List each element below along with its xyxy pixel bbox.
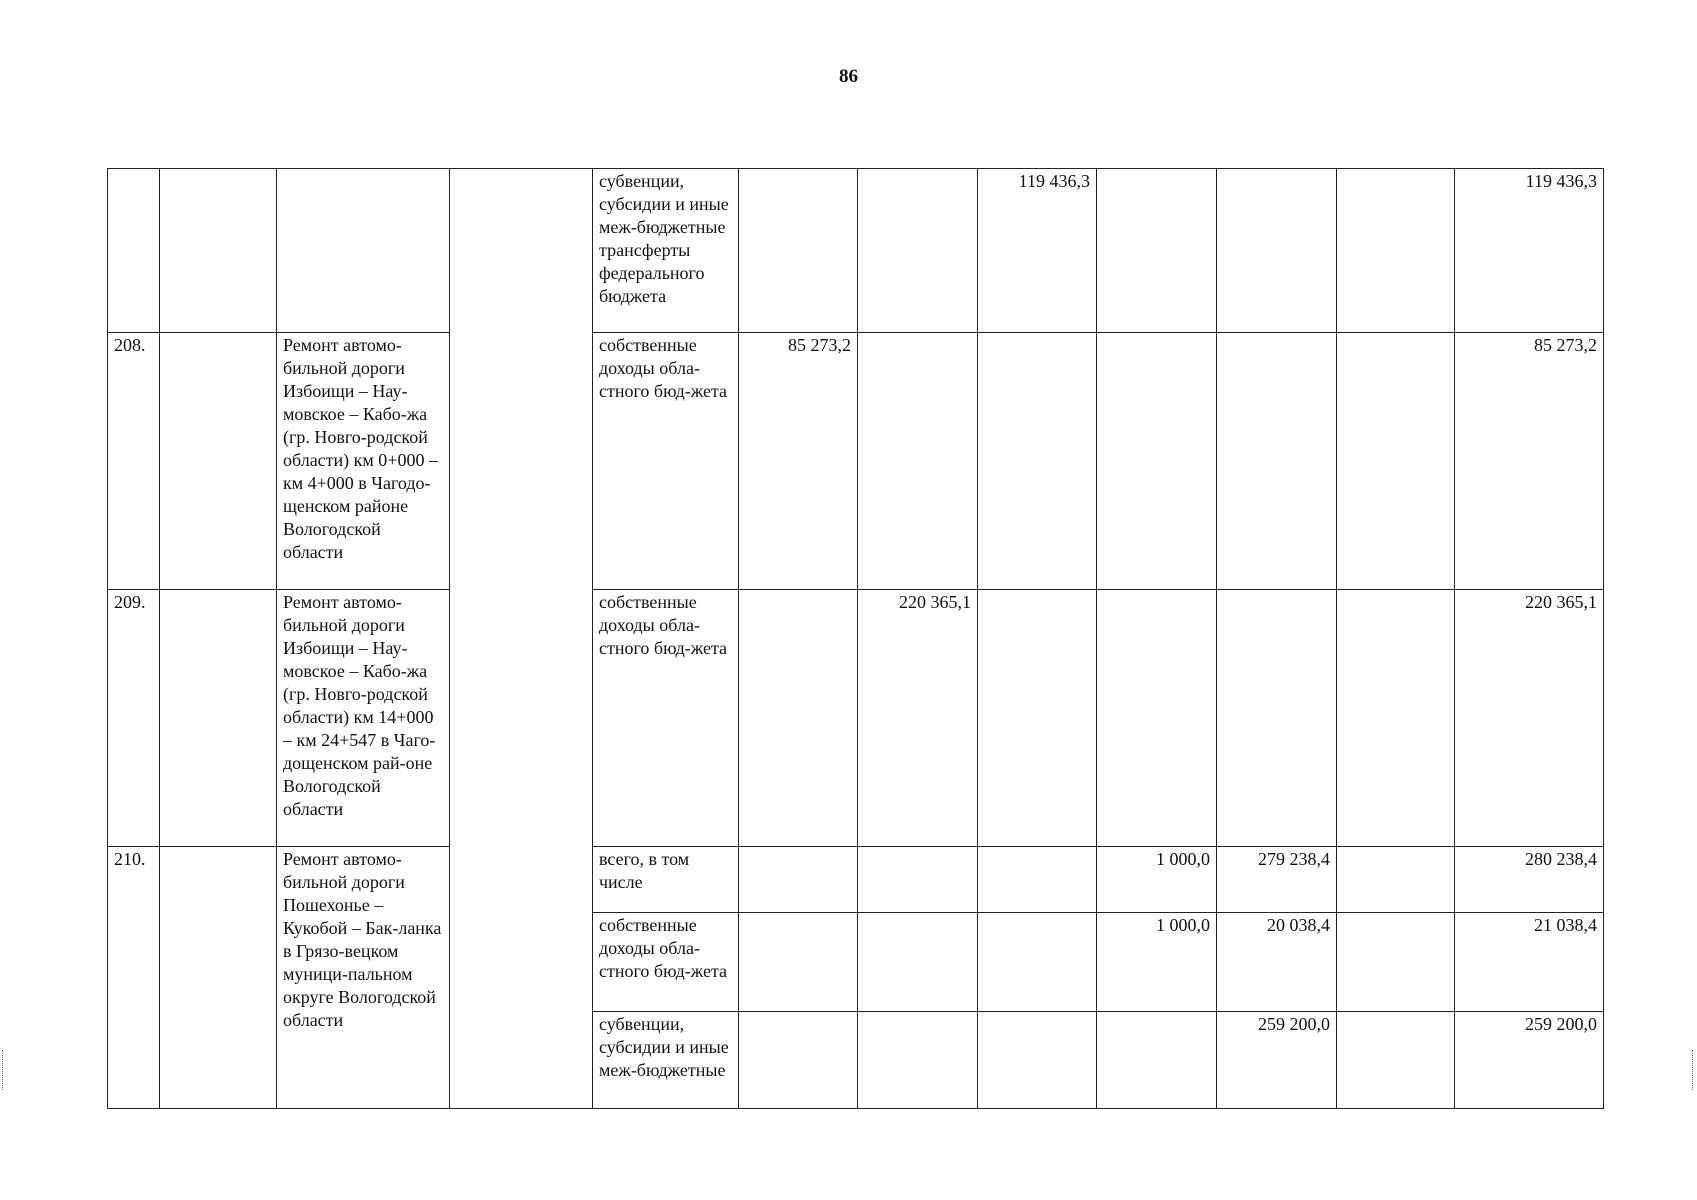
value-cell [858, 169, 978, 333]
object-name-cell: Ремонт автомо-бильной дороги Пошехонье – Кукобой – Бак-ланка в Грязо-вецком муници-пальном округе Вологодской области [277, 847, 450, 1109]
row-index-cell: 209. [108, 590, 160, 847]
object-name-cell: Ремонт автомо-бильной дороги Избоищи – Нау-мовское – Кабо-жа (гр. Новго-родской области) км 0+000 – км 4+000 в Чагодо-щенском районе Вологодской области [277, 333, 450, 590]
value-cell [1337, 1012, 1455, 1109]
object-name-cell [277, 169, 450, 333]
value-cell [978, 590, 1097, 847]
value-cell [1337, 590, 1455, 847]
total-cell: 21 038,4 [1455, 913, 1604, 1012]
table-row [108, 333, 1604, 590]
value-cell [978, 333, 1097, 590]
funding-source-cell: субвенции, субсидии и иные меж-бюджетные [593, 1012, 739, 1109]
total-cell: 119 436,3 [1455, 169, 1604, 333]
value-cell: 85 273,2 [739, 333, 858, 590]
value-cell [739, 1012, 858, 1109]
value-cell [858, 333, 978, 590]
value-cell [858, 847, 978, 913]
total-cell: 259 200,0 [1455, 1012, 1604, 1109]
scan-edge-mark-left [2, 1050, 5, 1090]
funding-source-cell: всего, в том числе [593, 847, 739, 913]
value-cell [978, 913, 1097, 1012]
value-cell [1097, 333, 1217, 590]
value-cell: 279 238,4 [1217, 847, 1337, 913]
value-cell [978, 1012, 1097, 1109]
value-cell [1097, 1012, 1217, 1109]
scan-edge-mark-right [1692, 1050, 1695, 1090]
page-number: 86 [839, 66, 858, 87]
value-cell [858, 913, 978, 1012]
value-cell [739, 847, 858, 913]
row-index-cell [108, 169, 160, 333]
budget-table [107, 168, 1604, 1109]
empty-cell [160, 847, 277, 1109]
table-row [108, 847, 1604, 913]
total-cell: 85 273,2 [1455, 333, 1604, 590]
value-cell [1337, 847, 1455, 913]
table-row [108, 590, 1604, 847]
value-cell: 119 436,3 [978, 169, 1097, 333]
funding-source-cell: собственные доходы обла-стного бюд-жета [593, 913, 739, 1012]
value-cell [739, 169, 858, 333]
funding-source-cell: субвенции, субсидии и иные меж-бюджетные трансферты федерального бюджета [593, 169, 739, 333]
value-cell [739, 913, 858, 1012]
funding-source-cell: собственные доходы обла-стного бюд-жета [593, 333, 739, 590]
object-name-cell: Ремонт автомо-бильной дороги Избоищи – Нау-мовское – Кабо-жа (гр. Новго-родской области) км 14+000 – км 24+547 в Чаго-дощенском рай-оне Вологодской области [277, 590, 450, 847]
value-cell: 1 000,0 [1097, 913, 1217, 1012]
value-cell: 259 200,0 [1217, 1012, 1337, 1109]
table-row [108, 169, 1604, 333]
total-cell: 280 238,4 [1455, 847, 1604, 913]
value-cell [1217, 333, 1337, 590]
value-cell [1337, 169, 1455, 333]
value-cell [1097, 169, 1217, 333]
funding-source-cell: собственные доходы обла-стного бюд-жета [593, 590, 739, 847]
empty-cell [160, 590, 277, 847]
row-index-cell: 208. [108, 333, 160, 590]
value-cell [1337, 913, 1455, 1012]
value-cell [739, 590, 858, 847]
value-cell [1217, 590, 1337, 847]
total-cell: 220 365,1 [1455, 590, 1604, 847]
value-cell: 1 000,0 [1097, 847, 1217, 913]
value-cell [1097, 590, 1217, 847]
value-cell: 20 038,4 [1217, 913, 1337, 1012]
value-cell [978, 847, 1097, 913]
empty-cell [160, 169, 277, 333]
value-cell [858, 1012, 978, 1109]
empty-cell [160, 333, 277, 590]
row-index-cell: 210. [108, 847, 160, 1109]
value-cell [1217, 169, 1337, 333]
merged-empty-cell [450, 169, 593, 1109]
value-cell: 220 365,1 [858, 590, 978, 847]
value-cell [1337, 333, 1455, 590]
